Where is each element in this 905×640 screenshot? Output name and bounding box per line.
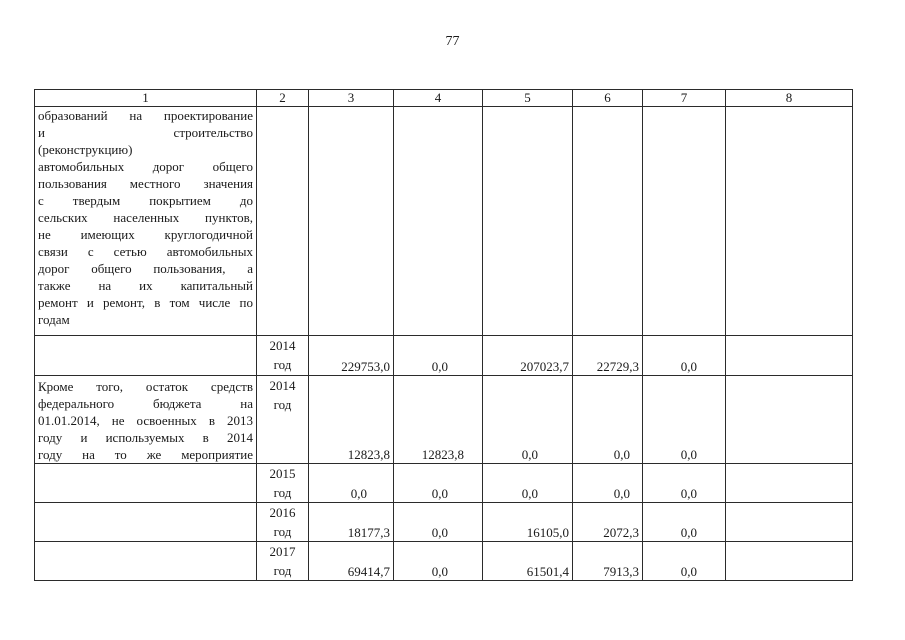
value-cell: 0,0: [643, 503, 726, 542]
value-cell: 61501,4: [483, 542, 573, 581]
table-row: [35, 376, 853, 464]
value-cell: 12823,8: [394, 376, 483, 464]
description-line: ремонт и ремонт, в том числе по: [38, 295, 253, 310]
description-line: дорог общего пользования, а: [38, 261, 253, 276]
table-row: [35, 336, 853, 376]
value-cell: 0,0: [573, 464, 643, 503]
value-cell: 0,0: [483, 376, 573, 464]
year-value: 2015: [269, 466, 296, 481]
value-cell: 18177,3: [309, 503, 394, 542]
table-cell: [35, 464, 257, 503]
table-row: [35, 107, 853, 336]
column-header: 4: [394, 90, 483, 107]
note-line: году на то же мероприятие: [38, 447, 253, 462]
value-cell: 0,0: [394, 464, 483, 503]
table-row: [35, 542, 853, 581]
table-cell: [35, 336, 257, 376]
description-line: также на их капитальный: [38, 278, 253, 293]
value-cell: [726, 376, 853, 464]
value-cell: 0,0: [394, 336, 483, 376]
column-header: 5: [483, 90, 573, 107]
column-header: 1: [35, 90, 257, 107]
year-unit: год: [273, 357, 292, 372]
description-line: автомобильных дорог общего: [38, 159, 253, 174]
value-cell: 0,0: [394, 542, 483, 581]
value-cell: [726, 503, 853, 542]
value-cell: 69414,7: [309, 542, 394, 581]
year-unit: год: [273, 397, 292, 412]
value-cell: 0,0: [643, 464, 726, 503]
value-cell: 16105,0: [483, 503, 573, 542]
value-cell: 0,0: [309, 464, 394, 503]
note-line: году и используемых в 2014: [38, 430, 253, 445]
year-cell: [257, 464, 309, 503]
description-line: образований на проектирование: [38, 108, 253, 123]
note-line: федерального бюджета на: [38, 396, 253, 411]
value-cell: 0,0: [643, 376, 726, 464]
description-line: и строительство: [38, 125, 253, 140]
year-unit: год: [273, 485, 292, 500]
value-cell: 7913,3: [573, 542, 643, 581]
value-cell: 22729,3: [573, 336, 643, 376]
year-cell: [257, 336, 309, 376]
value-cell: 0,0: [573, 376, 643, 464]
description-line: не имеющих круглогодичной: [38, 227, 253, 242]
year-unit: год: [273, 524, 292, 539]
value-cell: [726, 464, 853, 503]
table-cell: [35, 503, 257, 542]
table-row: [35, 503, 853, 542]
description-line: (реконструкцию): [38, 142, 133, 157]
table-cell: [483, 107, 573, 336]
description-line: сельских населенных пунктов,: [38, 210, 253, 225]
value-cell: [726, 542, 853, 581]
description-line: связи с сетью автомобильных: [38, 244, 253, 259]
table-cell: [35, 542, 257, 581]
table-cell: [726, 107, 853, 336]
table-cell: [643, 107, 726, 336]
year-cell: [257, 376, 309, 464]
value-cell: 229753,0: [309, 336, 394, 376]
year-cell: [257, 542, 309, 581]
year-cell: [257, 503, 309, 542]
year-value: 2014: [269, 378, 296, 393]
value-cell: [726, 336, 853, 376]
description-line: пользования местного значения: [38, 176, 253, 191]
value-cell: 12823,8: [309, 376, 394, 464]
year-value: 2014: [269, 338, 296, 353]
value-cell: 2072,3: [573, 503, 643, 542]
value-cell: 0,0: [643, 336, 726, 376]
table-row: [35, 464, 853, 503]
page-number: 77: [445, 34, 460, 49]
table-cell: [257, 107, 309, 336]
column-header: 2: [257, 90, 309, 107]
year-unit: год: [273, 563, 292, 578]
value-cell: 0,0: [483, 464, 573, 503]
header-row: [35, 90, 853, 107]
column-header: 6: [573, 90, 643, 107]
note-line: Кроме того, остаток средств: [38, 379, 253, 394]
description-cell: [35, 107, 257, 336]
column-header: 3: [309, 90, 394, 107]
column-header: 8: [726, 90, 853, 107]
note-line: 01.01.2014, не освоенных в 2013: [38, 413, 253, 428]
table-cell: [309, 107, 394, 336]
note-cell: [35, 376, 257, 464]
table-cell: [394, 107, 483, 336]
value-cell: 0,0: [394, 503, 483, 542]
value-cell: 0,0: [643, 542, 726, 581]
description-line: годам: [38, 312, 70, 327]
value-cell: 207023,7: [483, 336, 573, 376]
description-line: с твердым покрытием до: [38, 193, 253, 208]
year-value: 2016: [269, 505, 296, 520]
budget-table: [34, 89, 853, 581]
column-header: 7: [643, 90, 726, 107]
year-value: 2017: [269, 544, 296, 559]
table-cell: [573, 107, 643, 336]
